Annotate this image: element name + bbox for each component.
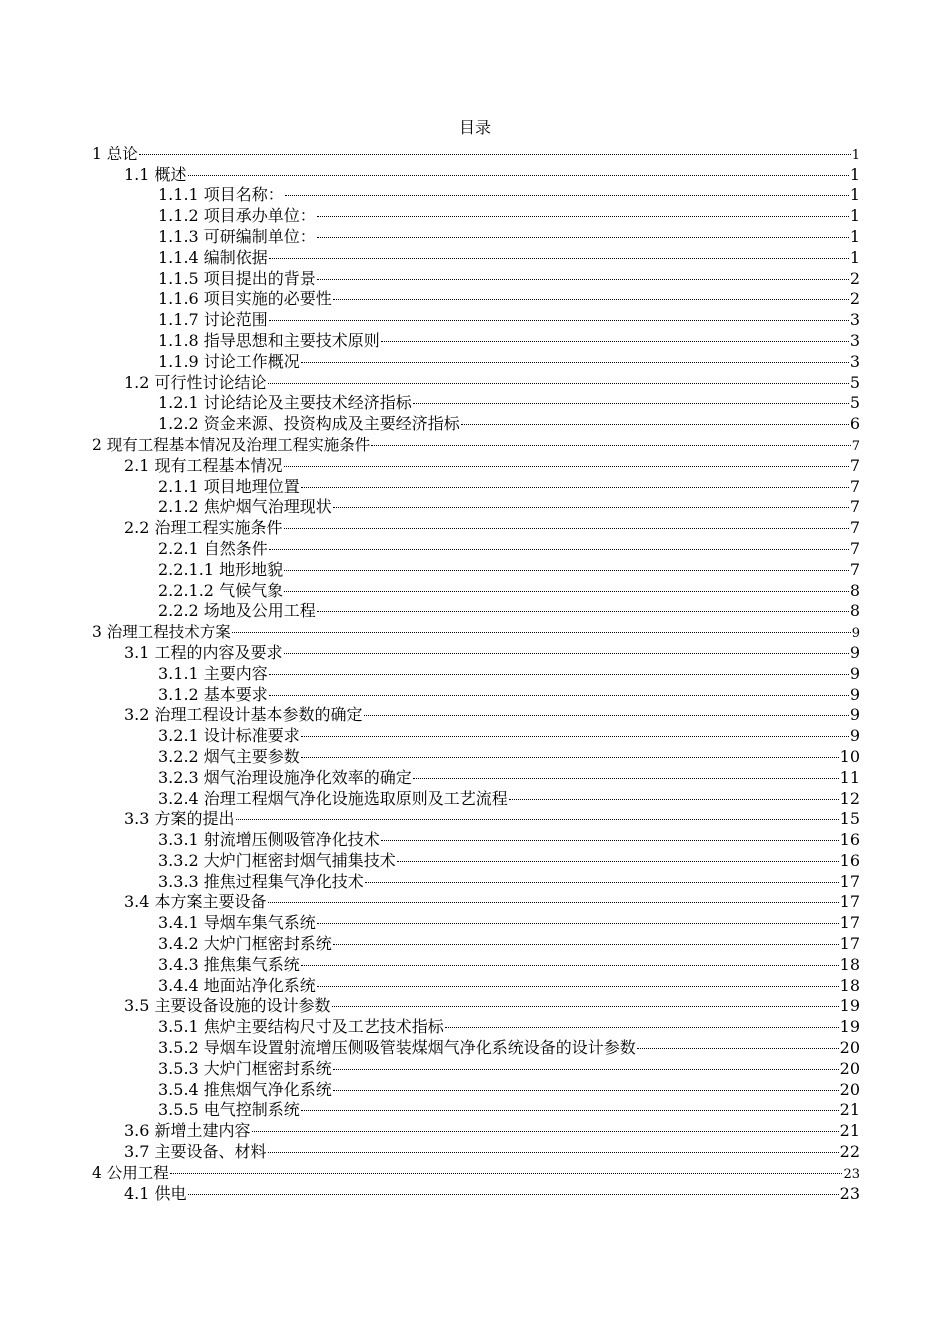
toc-entry-page: 20 <box>839 1038 860 1058</box>
toc-entry-page: 10 <box>839 746 860 766</box>
toc-dot-leader <box>461 408 849 429</box>
toc-entry-page: 17 <box>839 934 860 954</box>
toc-entry-label: 1.1.3 可研编制单位： <box>158 226 316 246</box>
toc-dot-leader <box>285 180 849 201</box>
toc-entry-page: 5 <box>849 372 860 392</box>
toc-entry-label: 3.1.1 主要内容 <box>158 663 268 683</box>
toc-entry-label: 1.2.1 讨论结论及主要技术经济指标 <box>158 393 412 413</box>
toc-entry-label: 1.2.2 资金来源、投资构成及主要经济指标 <box>158 414 460 434</box>
toc-entry-label: 3.3 方案的提出 <box>124 809 235 829</box>
toc-entry-page: 21 <box>839 1121 860 1141</box>
toc-entry-label: 2.2.2 场地及公用工程 <box>158 601 316 621</box>
toc-entry-label: 3.3.3 推焦过程集气净化技术 <box>158 871 364 891</box>
toc-entry-label: 3.5 主要设备设施的设计参数 <box>124 996 331 1016</box>
toc-entry-page: 17 <box>839 892 860 912</box>
toc-entry-page: 9 <box>849 663 860 683</box>
toc-entry-page: 7 <box>849 518 860 538</box>
toc-entry-label: 3.3.1 射流增压侧吸管净化技术 <box>158 830 380 850</box>
toc-entry-page: 12 <box>839 788 860 808</box>
toc-dot-leader <box>188 1178 839 1199</box>
toc-entry-page: 5 <box>849 393 860 413</box>
toc-dot-leader <box>365 866 839 887</box>
toc-dot-leader <box>301 471 849 492</box>
toc-entry-page: 1 <box>849 164 860 184</box>
toc-entry-label: 2.2 治理工程实施条件 <box>124 518 283 538</box>
toc-dot-leader <box>317 907 839 928</box>
toc-entry-page: 19 <box>839 996 860 1016</box>
toc-entry-label: 2.1 现有工程基本情况 <box>124 455 283 475</box>
toc-entry-page: 17 <box>839 871 860 891</box>
toc-dot-leader <box>333 492 849 513</box>
toc-dot-leader <box>364 700 849 721</box>
toc-entry-page: 7 <box>849 559 860 579</box>
toc-entry-page: 2 <box>849 268 860 288</box>
toc-entry-page: 9 <box>849 726 860 746</box>
toc-entry-page: 7 <box>851 438 860 454</box>
toc-entry-label: 3.2.2 烟气主要参数 <box>158 746 300 766</box>
toc-entry-page: 7 <box>849 497 860 517</box>
toc-entry-label: 3.4.1 导烟车集气系统 <box>158 913 316 933</box>
toc-dot-leader <box>284 512 849 533</box>
toc-entry[interactable] <box>92 138 860 163</box>
toc-dot-leader <box>317 263 849 284</box>
toc-dot-leader <box>381 325 849 346</box>
toc-entry-page: 8 <box>849 601 860 621</box>
toc-entry-page: 2 <box>849 289 860 309</box>
toc-entry-label: 4 公用工程 <box>92 1163 169 1182</box>
toc-entry[interactable] <box>92 180 860 205</box>
toc-entry-page: 1 <box>851 147 860 163</box>
toc-dot-leader <box>371 429 850 450</box>
toc-entry-page: 22 <box>839 1142 860 1162</box>
toc-entry-label: 2 现有工程基本情况及治理工程实施条件 <box>92 435 371 454</box>
toc-entry-page: 16 <box>839 850 860 870</box>
toc-dot-leader <box>269 533 849 554</box>
toc-entry-label: 3.2.3 烟气治理设施净化效率的确定 <box>158 767 412 787</box>
toc-entry[interactable] <box>92 1178 860 1203</box>
toc-entry-label: 1.1.9 讨论工作概况 <box>158 351 300 371</box>
toc-dot-leader <box>268 887 839 908</box>
toc-dot-leader <box>269 304 849 325</box>
toc-entry-page: 20 <box>839 1079 860 1099</box>
toc-dot-leader <box>509 783 839 804</box>
toc-entry-label: 2.2.1.2 气候气象 <box>158 580 284 600</box>
toc-entry-label: 3.4.3 推焦集气系统 <box>158 954 300 974</box>
toc-dot-leader <box>333 1053 839 1074</box>
toc-entry-page: 17 <box>839 913 860 933</box>
toc-entry-page: 11 <box>839 767 860 787</box>
toc-entry-page: 1 <box>849 206 860 226</box>
toc-entry-label: 3.6 新增土建内容 <box>124 1121 251 1141</box>
toc-entry-page: 8 <box>849 580 860 600</box>
toc-entry-label: 3.1.2 基本要求 <box>158 684 268 704</box>
toc-entry-page: 23 <box>843 1166 860 1182</box>
toc-dot-leader <box>301 346 849 367</box>
toc-entry-label: 1.1 概述 <box>124 164 187 184</box>
toc-dot-leader <box>301 720 849 741</box>
toc-dot-leader <box>317 596 849 617</box>
toc-dot-leader <box>269 658 849 679</box>
toc-dot-leader <box>413 762 839 783</box>
toc-dot-leader <box>317 970 839 991</box>
toc-entry-label: 3.4.2 大炉门框密封系统 <box>158 934 332 954</box>
toc-dot-leader <box>333 284 849 305</box>
toc-dot-leader <box>232 616 851 637</box>
toc-dot-leader <box>317 221 849 242</box>
toc-entry-label: 2.2.1 自然条件 <box>158 538 268 558</box>
toc-entry-page: 3 <box>849 351 860 371</box>
toc-entry-page: 7 <box>849 538 860 558</box>
toc-dot-leader <box>269 679 849 700</box>
toc-dot-leader <box>397 845 839 866</box>
toc-entry-page: 23 <box>839 1183 860 1203</box>
toc-dot-leader <box>139 138 851 159</box>
toc-entry-label: 1 总论 <box>92 144 138 163</box>
toc-entry-page: 9 <box>849 705 860 725</box>
toc-entry-label: 1.2 可行性讨论结论 <box>124 372 267 392</box>
toc-entry-label: 3.5.2 导烟车设置射流增压侧吸管装煤烟气净化系统设备的设计参数 <box>158 1038 636 1058</box>
toc-entry-page: 6 <box>849 414 860 434</box>
toc-entry-label: 3.5.1 焦炉主要结构尺寸及工艺技术指标 <box>158 1017 444 1037</box>
toc-dot-leader <box>333 1074 839 1095</box>
toc-entry-label: 4.1 供电 <box>124 1183 187 1203</box>
toc-entry-label: 3.2.1 设计标准要求 <box>158 726 300 746</box>
toc-entry-page: 7 <box>849 455 860 475</box>
toc-entry-page: 1 <box>849 185 860 205</box>
toc-entry-label: 1.1.5 项目提出的背景 <box>158 268 316 288</box>
toc-entry-label: 2.2.1.1 地形地貌 <box>158 559 284 579</box>
toc-entry[interactable] <box>92 159 860 184</box>
toc-entry-page: 18 <box>839 954 860 974</box>
toc-entry-label: 3.5.4 推焦烟气净化系统 <box>158 1079 332 1099</box>
toc-dot-leader <box>252 1115 839 1136</box>
toc-entry-page: 9 <box>851 626 860 642</box>
toc-entry-label: 1.1.4 编制依据 <box>158 247 268 267</box>
toc-dot-leader <box>413 388 849 409</box>
toc-entry-page: 18 <box>839 975 860 995</box>
toc-dot-leader <box>284 575 849 596</box>
toc-entry-label: 3.2.4 治理工程烟气净化设施选取原则及工艺流程 <box>158 788 508 808</box>
toc-entry-label: 3.4 本方案主要设备 <box>124 892 267 912</box>
toc-entry-page: 1 <box>849 226 860 246</box>
toc-entry-label: 3 治理工程技术方案 <box>92 623 231 642</box>
toc-entry-label: 3.5.5 电气控制系统 <box>158 1100 300 1120</box>
toc-dot-leader <box>268 1136 839 1157</box>
toc-entry-label: 1.1.2 项目承办单位： <box>158 206 316 226</box>
toc-entry-label: 3.4.4 地面站净化系统 <box>158 975 316 995</box>
toc-entry-page: 3 <box>849 310 860 330</box>
toc-dot-leader <box>284 450 849 471</box>
toc-dot-leader <box>637 1032 839 1053</box>
toc-entry-label: 3.3.2 大炉门框密封烟气捕集技术 <box>158 850 396 870</box>
toc-dot-leader <box>333 928 839 949</box>
toc-title: 目录 <box>458 118 491 137</box>
toc-entry-page: 1 <box>849 247 860 267</box>
toc-entry-page: 16 <box>839 830 860 850</box>
toc-entry-label: 1.1.8 指导思想和主要技术原则 <box>158 330 380 350</box>
toc-dot-leader <box>332 991 839 1012</box>
toc-dot-leader <box>317 200 849 221</box>
toc-dot-leader <box>301 1095 839 1116</box>
toc-entry-label: 3.7 主要设备、材料 <box>124 1142 267 1162</box>
toc-entry-label: 3.5.3 大炉门框密封系统 <box>158 1058 332 1078</box>
toc-dot-leader <box>381 824 839 845</box>
toc-dot-leader <box>188 159 849 180</box>
toc-entry-label: 2.1.2 焦炉烟气治理现状 <box>158 497 332 517</box>
toc-entry-page: 15 <box>839 809 860 829</box>
toc-entry-page: 21 <box>839 1100 860 1120</box>
toc-dot-leader <box>268 367 849 388</box>
table-of-contents <box>92 138 860 1203</box>
toc-dot-leader <box>445 1011 839 1032</box>
toc-dot-leader <box>284 554 849 575</box>
toc-entry[interactable] <box>92 1157 860 1182</box>
toc-dot-leader <box>301 949 839 970</box>
toc-entry-page: 19 <box>839 1017 860 1037</box>
toc-entry-label: 3.2 治理工程设计基本参数的确定 <box>124 705 363 725</box>
toc-entry-label: 3.1 工程的内容及要求 <box>124 642 283 662</box>
toc-entry-label: 1.1.7 讨论范围 <box>158 310 268 330</box>
toc-dot-leader <box>236 804 839 825</box>
toc-entry-page: 7 <box>849 476 860 496</box>
toc-entry-page: 9 <box>849 642 860 662</box>
toc-entry-page: 3 <box>849 330 860 350</box>
toc-entry-label: 2.1.1 项目地理位置 <box>158 476 300 496</box>
toc-entry-label: 1.1.6 项目实施的必要性 <box>158 289 332 309</box>
toc-dot-leader <box>170 1157 843 1178</box>
toc-entry-label: 1.1.1 项目名称： <box>158 185 284 205</box>
toc-dot-leader <box>301 741 839 762</box>
toc-dot-leader <box>284 637 849 658</box>
toc-entry-page: 9 <box>849 684 860 704</box>
toc-entry-page: 20 <box>839 1058 860 1078</box>
toc-dot-leader <box>269 242 849 263</box>
